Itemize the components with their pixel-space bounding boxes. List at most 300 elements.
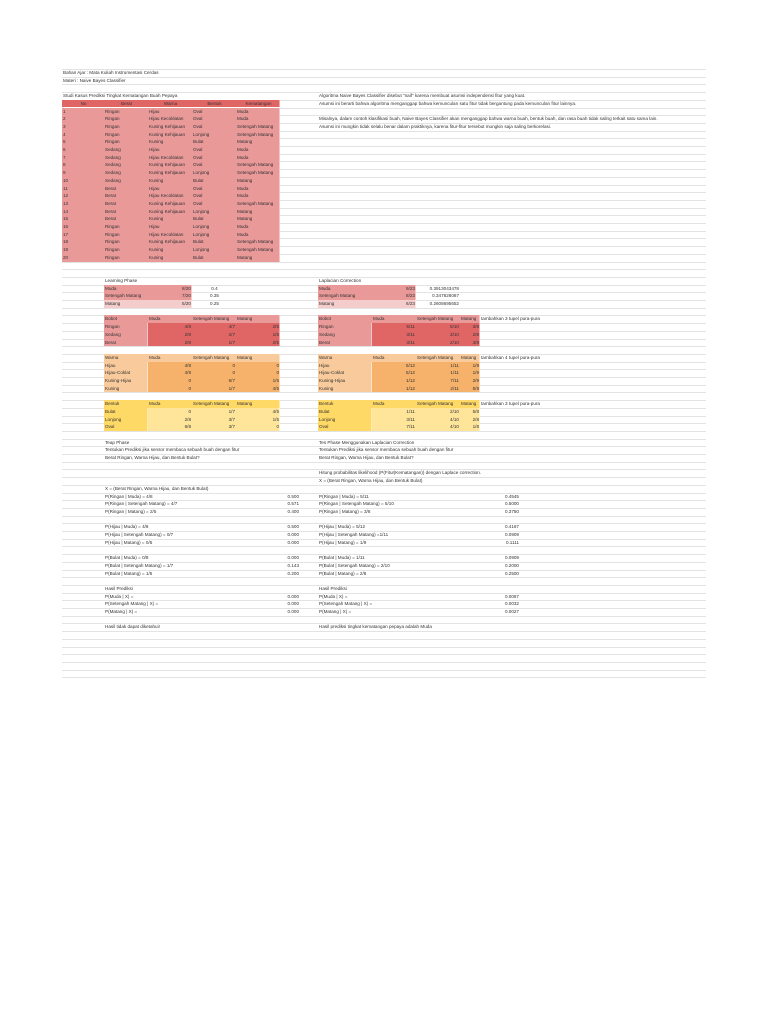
table-cell: 5/11: [406, 324, 415, 330]
table-cell: Setengah Matang: [237, 131, 274, 137]
prior-value: 0.2608695652: [429, 301, 459, 306]
table-cell: Matang: [237, 216, 253, 222]
likelihood-value: 0.0909: [504, 555, 519, 561]
likelihood-label: P(Bulat | Setengah Matang) = 1/7: [105, 562, 174, 568]
table-cell: 2/8: [472, 331, 479, 337]
conclusion-text: Hasil prediksi tingkat kematangan pepaya adalah Muda: [319, 624, 432, 630]
table-cell: 3/11: [406, 339, 415, 345]
gridline: [62, 392, 706, 393]
table-cell: 7/11: [406, 424, 415, 430]
prior-value: 0.25: [210, 301, 219, 306]
table-cell: Hijau: [319, 362, 330, 368]
gridline: [62, 577, 706, 578]
table-cell: Bulat: [193, 216, 204, 222]
table-cell: Kuning: [319, 385, 334, 391]
result-title: Hasil Prediksi: [319, 585, 347, 591]
table-cell: Bulat: [105, 408, 116, 414]
question-text: Berat Ringan, Warna Hijau, dan Bentuk Bulat?: [105, 455, 200, 460]
table-cell: Kuning: [149, 216, 164, 222]
table-cell: Sedang: [105, 162, 121, 168]
likelihood-value: 0.4167: [504, 524, 519, 530]
prior-class: Setengah Matang: [105, 293, 142, 299]
column-header: No: [80, 100, 87, 106]
column-header: Matang: [237, 354, 253, 360]
table-cell: Ringan: [105, 239, 120, 245]
prior-fraction: 7/20: [182, 293, 191, 299]
table-cell: Ringan: [319, 324, 334, 330]
likelihood-value: 0.2000: [504, 562, 519, 568]
table-cell: Kuning-Hijau: [319, 378, 346, 383]
table-cell: 14: [63, 208, 69, 214]
table-cell: Berat: [319, 339, 330, 345]
column-header: Setengah Matang: [417, 316, 454, 322]
table-cell: Ringan: [105, 108, 120, 114]
likelihood-value: 0.400: [287, 508, 299, 514]
column-header: Muda: [373, 316, 385, 322]
bobot-table-label: Bobot: [105, 316, 118, 322]
posterior-label: P(Muda | X) =: [319, 593, 348, 599]
likelihood-value: 0.143: [287, 562, 299, 568]
posterior-label: P(Matang | X) =: [319, 609, 352, 614]
prior-fraction: 8/23: [406, 293, 415, 299]
table-cell: 5/12: [406, 370, 415, 376]
table-cell: 2/10: [450, 339, 459, 345]
table-cell: 1/11: [406, 408, 415, 414]
gridline: [62, 546, 706, 547]
prior-fraction: 5/20: [182, 301, 191, 306]
table-cell: Kuning Kehijauan: [149, 162, 186, 168]
table-cell: Berat: [105, 193, 116, 199]
table-cell: 3: [63, 123, 66, 129]
gridline: [62, 516, 706, 517]
table-cell: 1/5: [272, 331, 279, 337]
note-text: Asumsi ini berarti bahwa algoritma menganggap bahwa kemunculan satu fitur tidak bergantung pada kemunculan fitur lainnya.: [319, 100, 577, 106]
prior-value: 0.3913043478: [429, 285, 459, 291]
table-cell: 1/9: [472, 362, 479, 368]
table-cell: Matang: [237, 177, 253, 183]
table-cell: Hijau Kecoklatan: [149, 193, 184, 199]
likelihood-label: P(Ringan | Matang) = 3/8: [319, 508, 371, 514]
likelihood-value: 0.571: [287, 501, 299, 507]
table-cell: 10: [63, 177, 69, 183]
feature-vector: X = (Berat Ringan, Warna Hijau, dan Bentuk Bulat): [105, 485, 209, 491]
table-cell: 4/8: [184, 324, 191, 330]
table-cell: 11: [63, 185, 68, 191]
table-cell: 5/9: [472, 385, 479, 391]
gridline: [62, 631, 706, 632]
table-cell: Lonjong: [193, 247, 210, 253]
table-cell: 1/9: [472, 370, 479, 376]
table-cell: 4/10: [450, 416, 459, 422]
table-cell: 2/5: [272, 324, 279, 330]
question-text: Tentukan Prediksi jika sensor membaca sebuah buah dengan fitur: [319, 447, 454, 453]
posterior-value: 0.000: [287, 601, 299, 607]
prior-fraction: 8/20: [182, 285, 191, 291]
gridline: [62, 662, 706, 663]
likelihood-label: P(Ringan | Setengah Matang) = 5/10: [319, 501, 394, 507]
prior-fraction: 6/23: [406, 301, 415, 306]
column-header: Setengah Matang: [193, 401, 230, 407]
table-cell: Kuning Kehijauan: [149, 123, 186, 129]
table-cell: 2: [63, 116, 66, 122]
gridline: [62, 431, 706, 432]
table-cell: Lonjong: [193, 208, 210, 214]
table-cell: 15: [63, 216, 69, 222]
table-cell: 5/12: [406, 362, 415, 368]
table-cell: 2/5: [272, 339, 279, 345]
table-cell: 2/8: [184, 331, 191, 337]
gridline: [62, 654, 706, 655]
table-cell: 1/12: [406, 385, 415, 391]
prior-class: Matang: [105, 301, 121, 306]
likelihood-value: 0.500: [287, 493, 299, 499]
note-text: tambahkan 3 tupel pura-pura: [481, 316, 540, 322]
table-cell: Muda: [237, 193, 249, 199]
table-cell: Oval: [193, 108, 203, 114]
spreadsheet: [62, 69, 706, 676]
table-cell: Hijau: [149, 224, 160, 229]
table-cell: 7: [63, 154, 66, 160]
table-cell: Matang: [237, 139, 253, 145]
table-cell: Berat: [105, 185, 116, 191]
table-cell: Setengah Matang: [237, 200, 274, 206]
table-cell: 18: [63, 239, 69, 245]
gridline: [62, 670, 706, 671]
table-cell: 5/8: [472, 408, 479, 414]
likelihood-label: P(Ringan | Matang) = 2/5: [105, 508, 157, 514]
column-header: Matang: [461, 354, 477, 360]
table-cell: Sedang: [105, 177, 121, 183]
table-cell: Muda: [237, 108, 249, 114]
table-cell: 2/8: [184, 416, 191, 422]
table-cell: Ringan: [105, 139, 120, 145]
note-text: Asumsi ini mungkin tidak selalu benar dalam praktiknya, karena fitur-fitur tersebut mungkin saja saling berkorelasi.: [319, 123, 552, 129]
table-cell: 2/8: [472, 416, 479, 422]
table-cell: 2/9: [472, 378, 479, 383]
warna-table-label: Warna: [105, 354, 119, 360]
table-cell: Ringan: [105, 247, 120, 253]
table-cell: Ringan: [105, 123, 120, 129]
likelihood-label: P(Bulat | Matang) = 2/8: [319, 570, 367, 576]
likelihood-value: 0.5000: [504, 501, 519, 507]
note-text: tambahkan 4 tupel pura-pura: [481, 354, 540, 360]
table-cell: 2/11: [450, 385, 459, 391]
table-cell: 4: [63, 131, 66, 137]
table-cell: 1/8: [472, 424, 479, 430]
table-cell: Hijau-Coklat: [319, 370, 345, 376]
table-cell: Kuning Kehijauan: [149, 208, 186, 214]
prior-value: 0.35: [210, 293, 219, 299]
table-cell: 7/11: [450, 378, 459, 383]
gridline: [62, 462, 706, 463]
table-cell: Ringan: [105, 131, 120, 137]
table-cell: 4/5: [272, 408, 279, 414]
table-cell: Sedang: [319, 331, 335, 337]
likelihood-value: 0.000: [287, 539, 299, 545]
table-cell: 3/10: [450, 331, 459, 337]
table-cell: 16: [63, 224, 69, 229]
likelihood-label: P(Bulat | Setengah Matang) = 2/10: [319, 562, 390, 568]
table-cell: Kuning Kehijauan: [149, 200, 186, 206]
table-cell: 1/12: [406, 378, 415, 383]
table-cell: Muda: [237, 231, 249, 237]
table-cell: 1/7: [228, 408, 235, 414]
table-cell: Lonjong: [193, 231, 210, 237]
table-cell: Bulat: [193, 239, 204, 245]
table-cell: Lonjong: [193, 170, 210, 176]
table-cell: 0: [188, 408, 191, 414]
column-header: Matang: [237, 401, 253, 407]
test-title: Teap Phase: [105, 439, 130, 445]
table-cell: Ringan: [105, 324, 120, 330]
table-cell: Setengah Matang: [237, 239, 274, 245]
table-cell: Ringan: [105, 116, 120, 122]
column-header: Matang: [461, 401, 477, 407]
column-header: Muda: [149, 316, 161, 322]
note-text: Algoritma Naive Bayes Classifier disebut "naif" karena membuat asumsi independensi fitur yang kuat.: [319, 93, 526, 99]
table-cell: Berat: [105, 339, 116, 345]
table-cell: Kuning: [149, 139, 164, 145]
column-header: Muda: [373, 401, 385, 407]
column-header: Warna: [163, 100, 178, 106]
column-header: Setengah Matang: [193, 316, 230, 322]
likelihood-label: P(Hijau | Muda) = 5/12: [319, 524, 366, 530]
table-cell: Oval: [319, 424, 329, 430]
gridline: [62, 269, 706, 270]
table-cell: Hijau: [149, 147, 160, 152]
column-header: Kematangan: [245, 100, 272, 106]
likelihood-value: 0.0909: [504, 532, 519, 537]
prior-fraction: 9/23: [406, 285, 415, 291]
table-cell: Kuning Kehijauan: [149, 170, 186, 176]
gridline: [62, 647, 706, 648]
table-cell: Muda: [237, 185, 249, 191]
table-cell: 6/8: [184, 424, 191, 430]
result-title: Hasil Prediksi: [105, 585, 133, 591]
table-cell: Oval: [193, 116, 203, 122]
test_laplace-title: Tes Phase Menggunakan Laplacian Correction: [319, 439, 415, 445]
posterior-label: P(Matang | X) =: [105, 609, 138, 614]
table-cell: Lonjong: [319, 416, 336, 422]
table-cell: Lonjong: [105, 416, 122, 422]
likelihood-value: 0.000: [287, 555, 299, 561]
likelihood-label: P(Ringan | Setengah Matang) = 4/7: [105, 501, 178, 507]
table-cell: 13: [63, 200, 69, 206]
table-cell: Bulat: [193, 254, 204, 260]
table-cell: Oval: [193, 200, 203, 206]
gridline: [62, 308, 706, 309]
column-header: Matang: [237, 316, 253, 322]
column-header: Muda: [373, 354, 385, 360]
table-cell: 0: [276, 362, 279, 368]
laplace-bentuk-table-label: Bentuk: [319, 401, 334, 407]
table-cell: 2/8: [184, 339, 191, 345]
table-cell: Kuning: [149, 254, 164, 260]
table-cell: Berat: [105, 208, 116, 214]
posterior-value: 0.000: [287, 609, 299, 614]
question-text: Tentukan Prediksi jika sensor membaca sebuah buah dengan fitur: [105, 447, 240, 453]
table-cell: 1/5: [272, 416, 279, 422]
table-cell: Hijau-Coklat: [105, 370, 131, 376]
table-cell: Muda: [237, 116, 249, 122]
table-cell: Hijau: [149, 185, 160, 191]
table-cell: Ringan: [105, 254, 120, 260]
table-cell: Sedang: [105, 154, 121, 160]
table-cell: 4/10: [450, 424, 459, 430]
table-cell: 4/8: [184, 362, 191, 368]
table-cell: 4/7: [228, 324, 235, 330]
table-cell: Hijau Kecoklatan: [149, 154, 184, 160]
table-cell: Hijau Kecoklatan: [149, 231, 184, 237]
table-cell: 20: [63, 254, 69, 260]
posterior-label: P(Muda | X) =: [105, 593, 134, 599]
table-cell: Setengah Matang: [237, 162, 274, 168]
table-cell: Kuning: [149, 247, 164, 253]
table-cell: 2/10: [450, 408, 459, 414]
posterior-label: P(Setengah Matang | X) =: [319, 601, 373, 607]
table-cell: 3/7: [228, 424, 235, 430]
gridline: [62, 616, 706, 617]
table-cell: 12: [63, 193, 69, 199]
table-cell: 3/7: [228, 416, 235, 422]
gridline: [62, 639, 706, 640]
table-cell: 6/7: [228, 378, 235, 383]
laplace-bobot-table-label: Bobot: [319, 316, 332, 322]
column-header: Bentuk: [207, 100, 222, 106]
table-cell: 5: [63, 139, 66, 145]
table-cell: 1/7: [228, 339, 235, 345]
table-cell: 17: [63, 231, 69, 237]
gridline: [62, 346, 706, 347]
table-cell: 1/5: [272, 378, 279, 383]
gridline: [62, 677, 706, 678]
likelihood-value: 0.500: [287, 524, 299, 530]
table-cell: 1/11: [450, 370, 459, 376]
laplace-title: Laplacian Correction: [319, 277, 362, 283]
gridline: [62, 262, 706, 263]
table-cell: Hijau: [105, 362, 116, 368]
table-cell: 0: [188, 385, 191, 391]
table-cell: Oval: [193, 123, 203, 129]
table-cell: Muda: [237, 147, 249, 152]
conclusion-text: Hasil tidak dapat diketahui!: [105, 624, 160, 630]
table-cell: Matang: [237, 208, 253, 214]
likelihood-label: P(Bulat | Muda) = 1/11: [319, 555, 365, 561]
table-cell: Ringan: [105, 224, 120, 229]
table-cell: Kuning: [149, 177, 164, 183]
table-cell: Hijau Kecoklatan: [149, 116, 184, 122]
table-cell: Bulat: [319, 408, 330, 414]
likelihood-label: P(Bulat | Matang) = 1/5: [105, 570, 153, 576]
column-header: Muda: [149, 354, 161, 360]
posterior-value: 0.0032: [504, 601, 519, 607]
table-cell: Matang: [237, 254, 253, 260]
likelihood-label: P(Ringan | Muda) = 5/11: [319, 493, 369, 499]
table-cell: 0: [276, 424, 279, 430]
table-cell: 5/10: [450, 324, 459, 330]
table-cell: 1/7: [228, 385, 235, 391]
table-cell: Sedang: [105, 170, 121, 176]
table-cell: 3/11: [406, 331, 415, 337]
likelihood-value: 0.3750: [504, 508, 519, 514]
table-cell: Muda: [237, 154, 249, 160]
table-cell: Bulat: [193, 139, 204, 145]
table-cell: Oval: [193, 154, 203, 160]
laplace-warna-table-label: Warna: [319, 354, 333, 360]
table-cell: Kuning Kehijauan: [149, 239, 186, 245]
table-cell: 1/11: [450, 362, 459, 368]
posterior-value: 0.000: [287, 593, 299, 599]
gridline: [62, 84, 706, 85]
table-cell: Lonjong: [193, 131, 210, 137]
likelihood-label: P(Hijau | Muda) = 4/8: [105, 524, 149, 530]
table-cell: Oval: [105, 424, 115, 430]
study-case-title: Studi Kasus Prediksi Tingkat Kematangan Buah Pepaya: [63, 93, 178, 99]
likelihood-label: P(Hijau | Setengah Matang) =1/11: [319, 532, 389, 537]
table-cell: Berat: [105, 200, 116, 206]
prior-value: 0.4: [211, 285, 218, 291]
question-text: Berat Ringan, Warna Hijau, dan Bentuk Bulat?: [319, 455, 414, 460]
table-cell: Oval: [193, 162, 203, 168]
column-header: Muda: [149, 401, 161, 407]
column-header: Setengah Matang: [417, 401, 454, 407]
posterior-value: 0.0027: [504, 609, 519, 614]
posterior-value: 0.0067: [504, 593, 519, 599]
posterior-label: P(Setengah Matang | X) =: [105, 601, 159, 607]
likelihood-value: 0.2500: [504, 570, 519, 576]
table-cell: 0: [276, 370, 279, 376]
column-header: Setengah Matang: [417, 354, 454, 360]
table-cell: 19: [63, 247, 69, 253]
column-header: Matang: [461, 316, 477, 322]
table-cell: Hijau: [149, 108, 160, 114]
table-cell: 6: [63, 147, 66, 152]
table-cell: 3/8: [472, 339, 479, 345]
prior-class: Muda: [319, 285, 331, 291]
prior-class: Muda: [105, 285, 117, 291]
table-cell: 4/8: [184, 370, 191, 376]
note-text: Misalnya, dalam contoh klasifikasi buah, Naive Bayes Classifier akan menganggap bahwa warna buah, bentuk buah, dan rasa buah tidak saling terkait satu sama lain.: [319, 116, 658, 122]
likelihood-value: 0.000: [287, 532, 299, 537]
table-cell: 2/7: [228, 331, 235, 337]
likelihood-label: P(Bulat | Muda) = 0/8: [105, 555, 149, 561]
course-title: Bahan Ajar : Mata Kuliah Instrumentasi Cerdas: [63, 70, 159, 75]
table-cell: Ringan: [105, 231, 120, 237]
likelihood-label: P(Hijau | Matang) = 1/9: [319, 539, 367, 545]
table-cell: 3/11: [406, 416, 415, 422]
table-cell: Oval: [193, 147, 203, 152]
question-text: Hitung probabilitas likelihood (P(Fitur|Kematangan)) dengan Laplace correction.: [319, 470, 482, 476]
table-cell: 1: [63, 108, 66, 114]
table-cell: Oval: [193, 185, 203, 191]
table-cell: Bulat: [193, 177, 204, 183]
table-cell: Muda: [237, 224, 249, 229]
table-cell: Setengah Matang: [237, 123, 274, 129]
table-cell: 0: [232, 370, 235, 376]
bentuk-table-label: Bentuk: [105, 401, 120, 407]
likelihood-label: P(Hijau | Matang) = 0/5: [105, 539, 153, 545]
feature-vector: X = (Berat Ringan, Warna Hijau, dan Bentuk Bulat): [319, 478, 423, 484]
likelihood-label: P(Ringan | Muda) = 4/8: [105, 493, 153, 499]
table-cell: Berat: [105, 216, 116, 222]
table-cell: Lonjong: [193, 224, 210, 229]
table-cell: 8: [63, 162, 66, 168]
likelihood-label: P(Hijau | Setengah Matang) = 0/7: [105, 532, 174, 537]
material-title: Materi : Naive Bayes Classifier: [63, 77, 126, 83]
table-cell: Sedang: [105, 147, 121, 152]
likelihood-value: 0.4545: [504, 493, 519, 499]
table-cell: 0: [232, 362, 235, 368]
